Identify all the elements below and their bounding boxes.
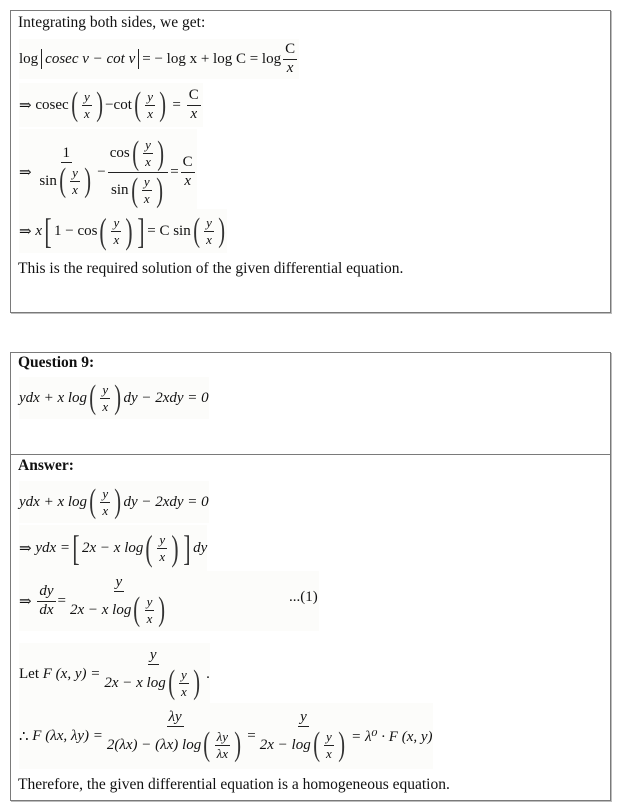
equation-sin-cos-fraction: ⇒ 1 sin ( $\frac{y}{x}$ ) − cos ( $\frac{y}{x}$ ) sin ( $\frac{y}{x}$ ) = $\frac{C}{x}$ — [19, 129, 197, 215]
answer-equation-given: ydx + x log ( $\frac{y}{x}$ ) dy − 2xdy = 0 — [19, 481, 209, 523]
question-label: Question 9: — [18, 354, 95, 371]
equation-final-solution: ⇒ x [ 1 − cos ( $\frac{y}{x}$ ) ] = C sin ( $\frac{y}{x}$ ) — [19, 209, 227, 253]
answer-let-F: Let F (x, y) = y 2x − x log ( $\frac{y}{x}$ ) . — [19, 643, 210, 705]
solution-conclusion: This is the required solution of the given differential equation. — [18, 260, 404, 277]
question-equation: ydx + x log ( $\frac{y}{x}$ ) dy − 2xdy = 0 — [19, 377, 209, 419]
answer-label: Answer: — [18, 457, 74, 474]
question-answer-box — [10, 352, 611, 801]
equation-reference-1: ...(1) — [289, 589, 318, 605]
intro-text: Integrating both sides, we get: — [18, 14, 206, 31]
abs-bar-right — [138, 49, 139, 69]
solution-continuation-box — [10, 10, 611, 313]
answer-equation-rearranged: ⇒ ydx = [ 2x − x log ( $\frac{y}{x}$ ) ] dy — [19, 525, 207, 571]
fraction-c-over-x: $\frac{C}{x}$ — [285, 40, 296, 76]
answer-conclusion: Therefore, the given differential equation is a homogeneous equation. — [18, 776, 450, 793]
abs-bar-left — [41, 49, 42, 69]
answer-F-lambda: ∴ F (λx, λy) = λy 2(λx) − (λx) log ( $\frac{\lambda y}{\lambda x}$ ) = y 2x − log ( $\frac{y}{x}$ ) = λ⁰ · F (x, y) — [19, 703, 433, 769]
answer-equation-dydx: ⇒ $\frac{dy}{dx}$ = y 2x − x log ( $\frac{y}{x}$ ) — [19, 571, 319, 631]
equation-cosec-cot: ⇒ cosec ( $\frac{y}{x}$ ) − cot ( $\frac{y}{x}$ ) = $\frac{C}{x}$ — [19, 83, 203, 127]
question-answer-divider — [11, 454, 610, 455]
equation-integration-result: log cosec v − cot v = − log x + log C = log $\frac{C}{x}$ — [19, 39, 299, 79]
